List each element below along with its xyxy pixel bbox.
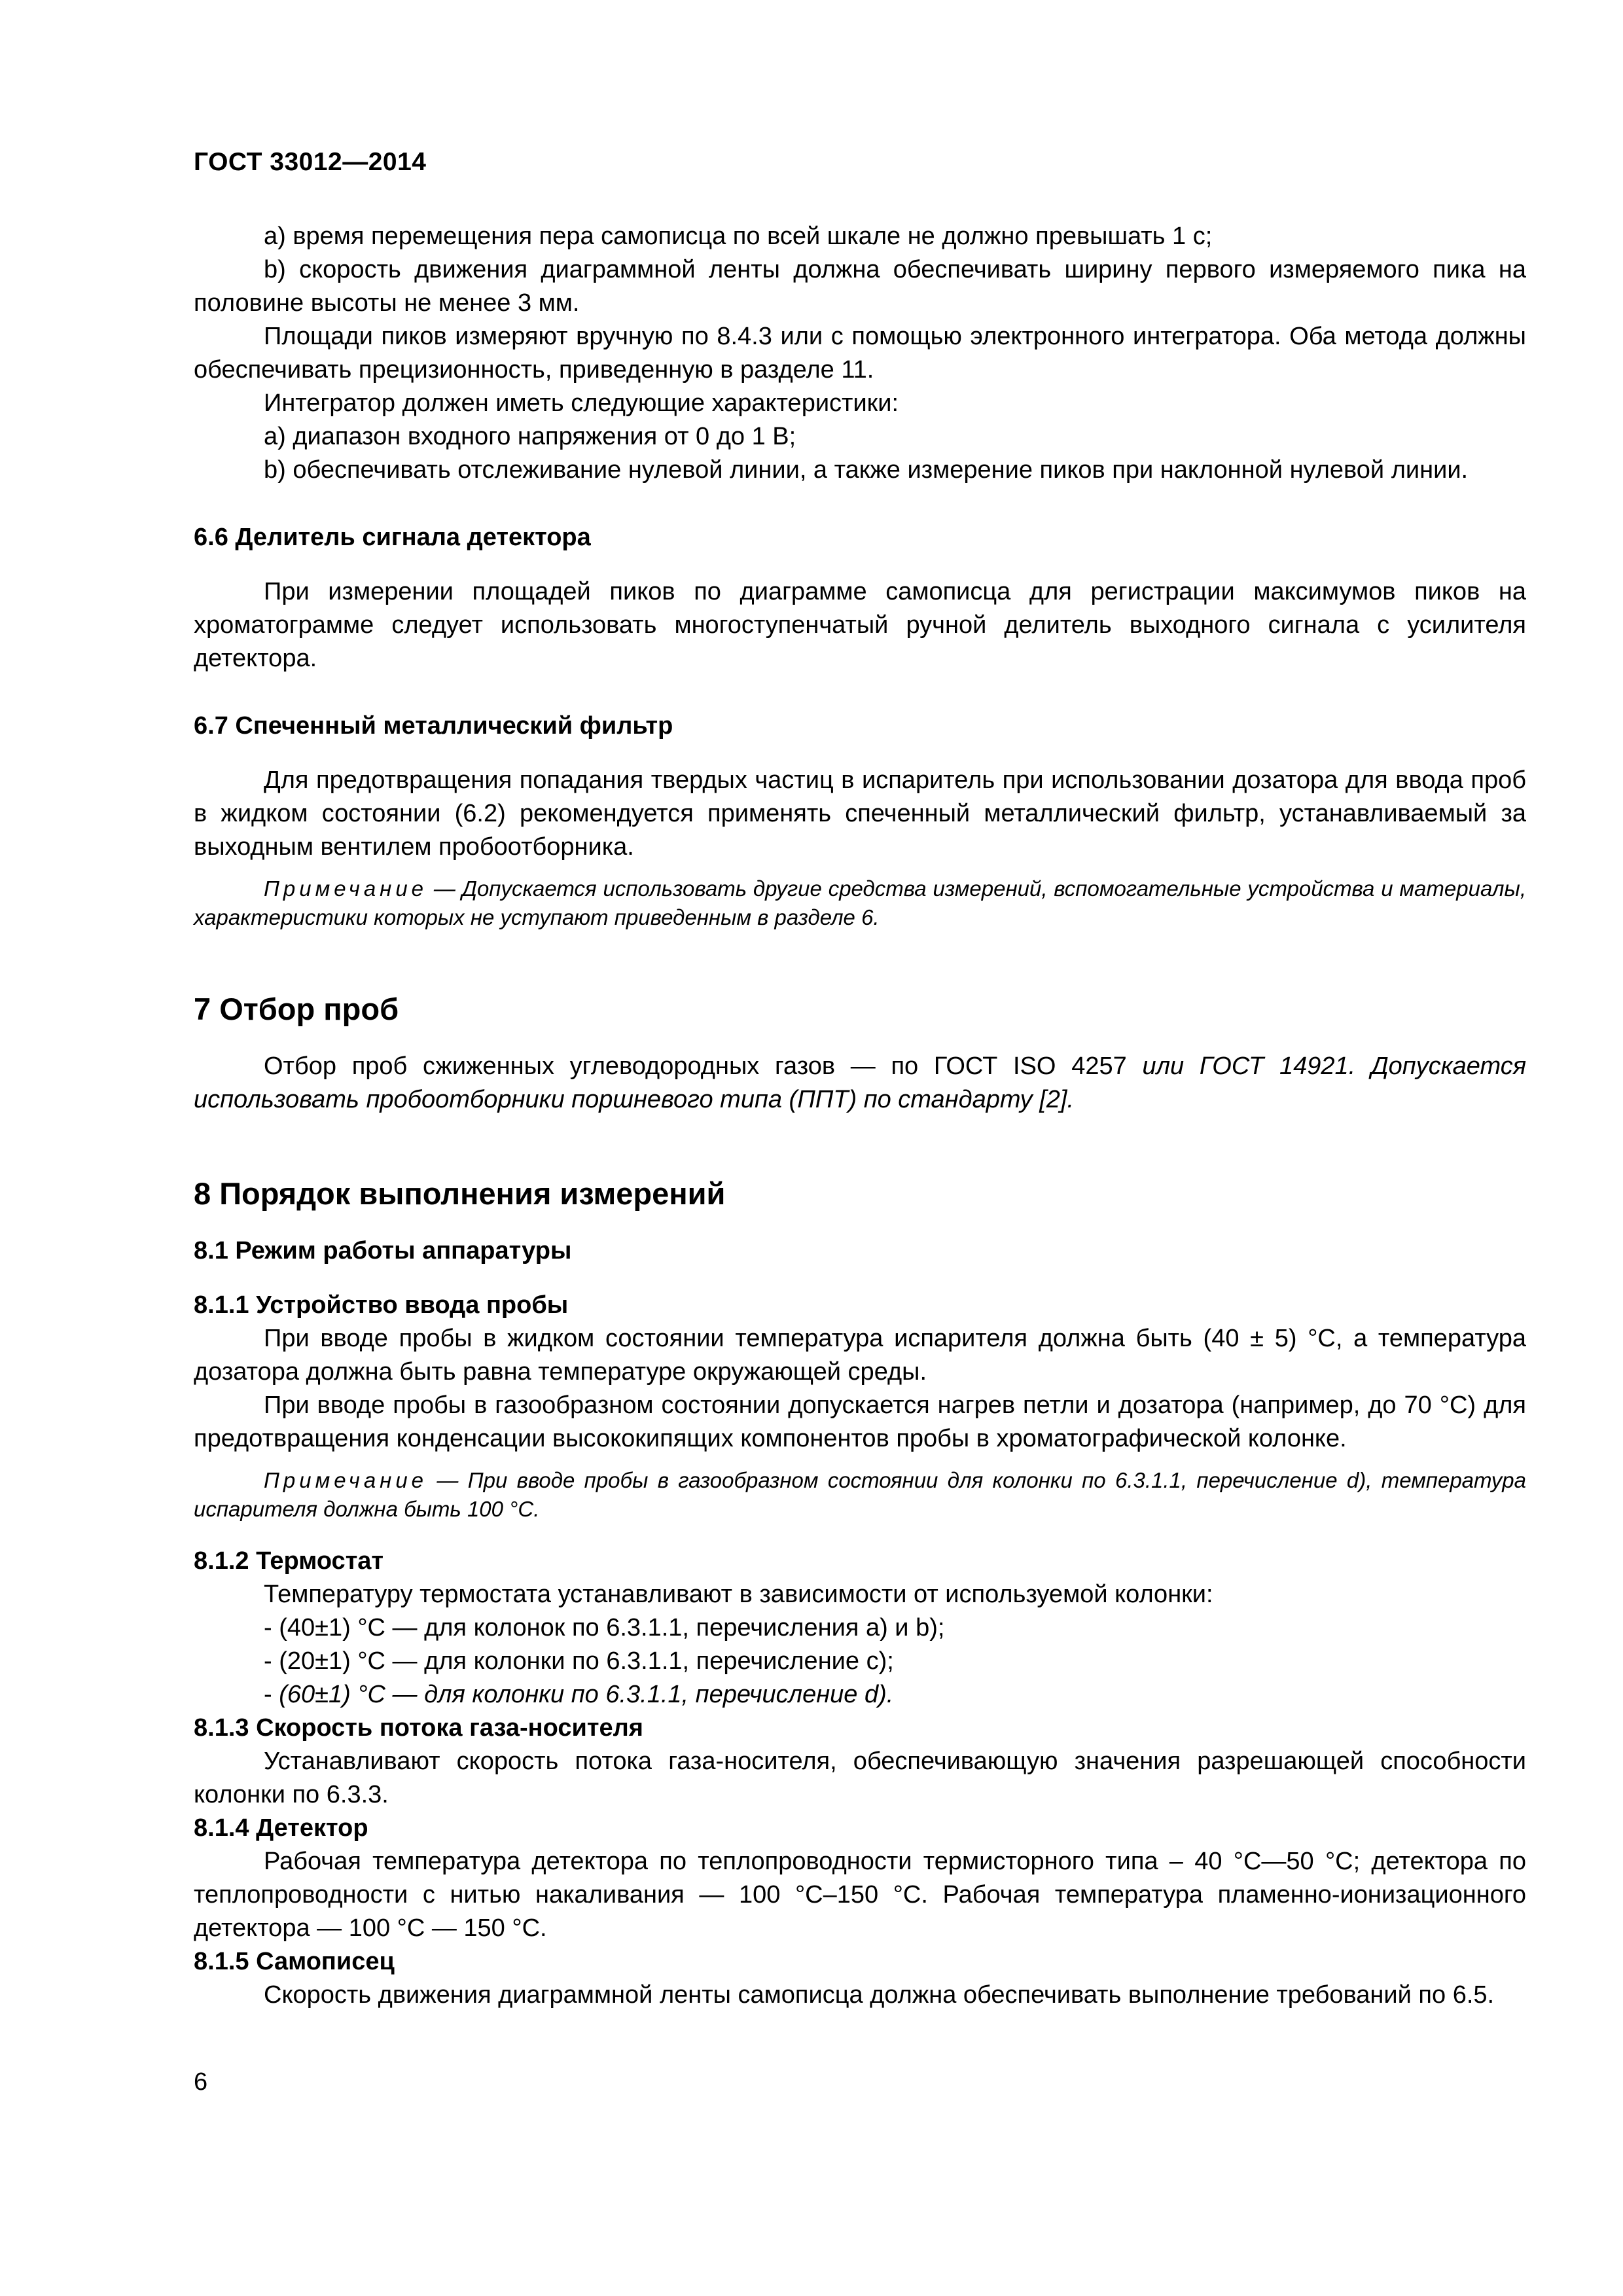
paragraph-gas-input: При вводе пробы в газообразном состоянии допускается нагрев петли и дозатора (например, до 70 °С) для предотвращения конденсации высококипящих компонентов пробы в хроматографической колонке. [194,1391,1526,1452]
section-heading-8-1-4: 8.1.4 Детектор [194,1814,368,1842]
paragraph-metal-filter: Для предотвращения попадания твердых частиц в испаритель при использовании дозатора для ввода проб в жидком состоянии (6.2) рекомендуется применять спеченный металлический фильтр, устанавливаемый за выходным вентилем пробоотборника. [194,766,1526,861]
sampling-text: Отбор проб сжиженных углеводородных газов — по ГОСТ ISO 4257 [264,1052,1143,1080]
note-gas-input [194,1466,1526,1524]
paragraph-recorder-pen-time: a) время перемещения пера самописца по всей шкале не должно превышать 1 с; [264,223,1213,250]
list-item-thermostat-60 [194,1678,1526,1712]
paragraph-carrier-gas: Устанавливают скорость потока газа-носителя, обеспечивающую значения разрешающей способности колонки по 6.3.3. [194,1748,1526,1808]
paragraph-recorder: Скорость движения диаграммной ленты самописца должна обеспечивать выполнение требований по 6.5. [264,1981,1495,2009]
sampling-text-italic: или ГОСТ 14921. Допускается использовать пробоотборники поршневого типа (ППТ) по стандарту [2]. [194,1052,1526,1113]
paragraph-sampling [194,1050,1526,1117]
paragraph-voltage-range: a) диапазон входного напряжения от 0 до 1 В; [264,423,796,450]
section-heading-8-1-3: 8.1.3 Скорость потока газа-носителя [194,1714,643,1742]
list-item-thermostat-40: - (40±1) °С — для колонок по 6.3.1.1, перечисления a) и b); [264,1614,945,1641]
paragraph-peak-areas: Площади пиков измеряют вручную по 8.4.3 или с помощью электронного интегратора. Оба метода должны обеспечивать прецизионность, приведенную в разделе 11. [194,323,1526,384]
section-heading-8-1-1: 8.1.1 Устройство ввода пробы [194,1291,569,1319]
page-content [194,220,1526,2012]
paragraph-chart-speed: b) скорость движения диаграммной ленты должна обеспечивать ширину первого измеряемого пика на половине высоты не менее 3 мм. [194,256,1526,317]
paragraph-detector: Рабочая температура детектора по теплопроводности термисторного типа – 40 °С—50 °С; детектора по теплопроводности с нитью накаливания — 100 °С–150 °С. Рабочая температура пламенно-ионизационного детектора — 100 °С — 150 °С. [194,1848,1526,1942]
note-text: — При вводе пробы в газообразном состоянии для колонки по 6.3.1.1, перечисление d), температура испарителя должна быть 100 °С. [194,1468,1526,1521]
list-item-text-italic: (60±1) °С — для колонки по 6.3.1.1, перечисление d). [279,1681,894,1708]
section-heading-6-6: 6.6 Делитель сигнала детектора [194,524,591,551]
section-heading-8-1: 8.1 Режим работы аппаратуры [194,1237,572,1265]
paragraph-integrator-intro: Интегратор должен иметь следующие характеристики: [264,389,899,417]
note-label: Примечание [264,876,428,901]
note-text: — Допускается использовать другие средства измерений, вспомогательные устройства и материалы, характеристики которых не уступают приведенным в разделе 6. [194,876,1526,929]
section-heading-8: 8 Порядок выполнения измерений [194,1176,726,1211]
section-heading-8-1-5: 8.1.5 Самописец [194,1948,395,1975]
list-item-thermostat-20: - (20±1) °С — для колонки по 6.3.1.1, перечисление с); [264,1647,894,1675]
section-heading-8-1-2: 8.1.2 Термостат [194,1547,384,1575]
document-header: ГОСТ 33012—2014 [194,148,427,176]
paragraph-signal-divider: При измерении площадей пиков по диаграмме самописца для регистрации максимумов пиков на хроматограмме следует использовать многоступенчатый ручной делитель выходного сигнала с усилителя детектора. [194,578,1526,672]
page-number: 6 [194,2068,208,2096]
list-dash: - [264,1681,279,1708]
section-heading-6-7: 6.7 Спеченный металлический фильтр [194,712,673,740]
note-section-6 [194,874,1526,932]
note-label: Примечание [264,1468,428,1492]
paragraph-thermostat: Температуру термостата устанавливают в зависимости от используемой колонки: [264,1581,1213,1608]
paragraph-liquid-input: При вводе пробы в жидком состоянии температура испарителя должна быть (40 ± 5) °С, а температура дозатора должна быть равна температуре окружающей среды. [194,1325,1526,1386]
section-heading-7: 7 Отбор проб [194,992,399,1026]
paragraph-baseline-tracking: b) обеспечивать отслеживание нулевой линии, а также измерение пиков при наклонной нулевой линии. [264,456,1469,484]
